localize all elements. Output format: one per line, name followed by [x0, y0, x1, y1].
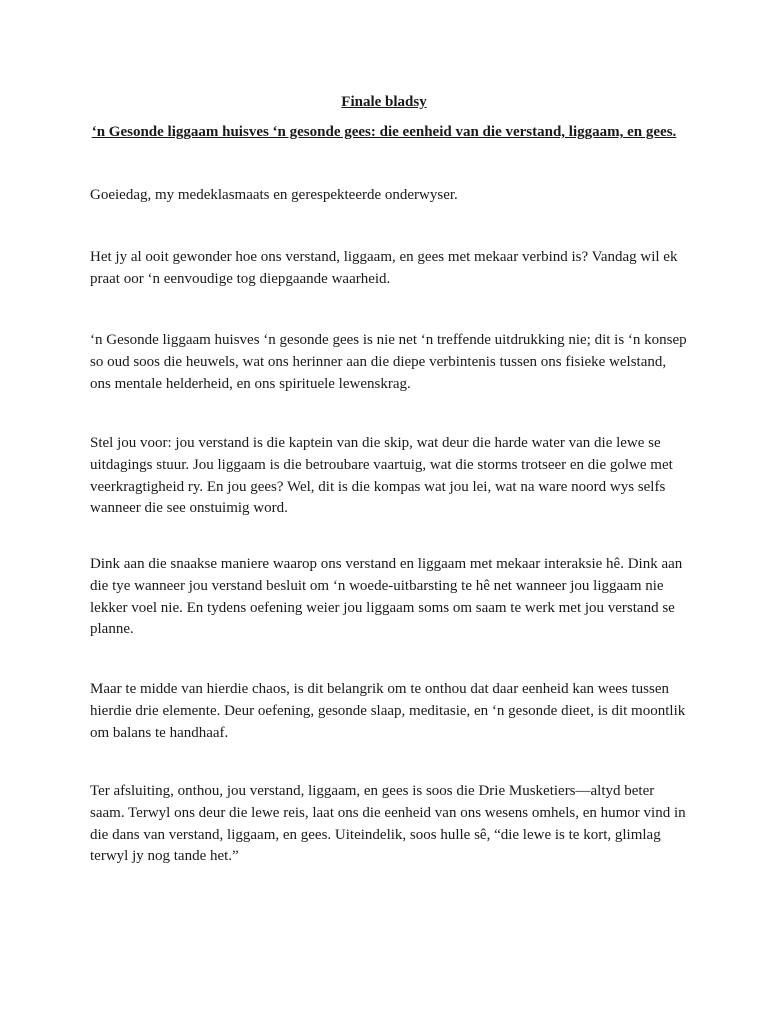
paragraph-interaction: Dink aan die snaakse maniere waarop ons verstand en liggaam met mekaar interaksie hê. Dink aan die tye wanneer jou verstand besluit om ‘n woede-uitbarsting te hê net wanneer jou liggaam nie lekker voel nie. En tydens oefening weier jou liggaam soms om saam te werk met jou verstand se planne.: [90, 556, 683, 638]
paragraph-conclusion: Ter afsluiting, onthou, jou verstand, liggaam, en gees is soos die Drie Musketiers—altyd beter saam. Terwyl ons deur die lewe reis, laat ons die eenheid van ons wesens omhels, en humor vind in die dans van verstand, liggaam, en gees. Uiteindelik, soos hulle sê, “die lewe is te kort, glimlag terwyl jy nog tande het.”: [90, 783, 686, 865]
paragraph-balance: Maar te midde van hierdie chaos, is dit belangrik om te onthou dat daar eenheid kan wees tussen hierdie drie elemente. Deur oefening, gesonde slaap, meditasie, en ‘n gesonde dieet, is dit moontlik om balans te handhaaf.: [90, 681, 686, 741]
page-title: Finale bladsy: [341, 94, 427, 110]
paragraph-ship-metaphor: Stel jou voor: jou verstand is die kaptein van die skip, wat deur die harde water van die lewe se uitdagings stuur. Jou liggaam is die betroubare vaartuig, wat die storms trotseer en die golwe met veerkragtigheid ry. En jou gees? Wel, dit is die kompas wat jou lei, wat na ware noord wys selfs wanneer die see onstuimig word.: [90, 435, 673, 517]
paragraph-introduction: Het jy al ooit gewonder hoe ons verstand, liggaam, en gees met mekaar verbind is? Vandag wil ek praat oor ‘n eenvoudige tog diepgaande waarheid.: [90, 249, 678, 287]
paragraph-concept: ‘n Gesonde liggaam huisves ‘n gesonde gees is nie net ‘n treffende uitdrukking nie; dit is ‘n konsep so oud soos die heuwels, wat ons herinner aan die diepe verbintenis tussen ons fisieke welstand, ons mentale helderheid, en ons spirituele lewenskrag.: [90, 332, 687, 392]
paragraph-greeting: Goeiedag, my medeklasmaats en gerespekteerde onderwyser.: [90, 187, 458, 203]
page-subtitle: ‘n Gesonde liggaam huisves ‘n gesonde gees: die eenheid van die verstand, liggaam, en gees.: [91, 124, 677, 140]
